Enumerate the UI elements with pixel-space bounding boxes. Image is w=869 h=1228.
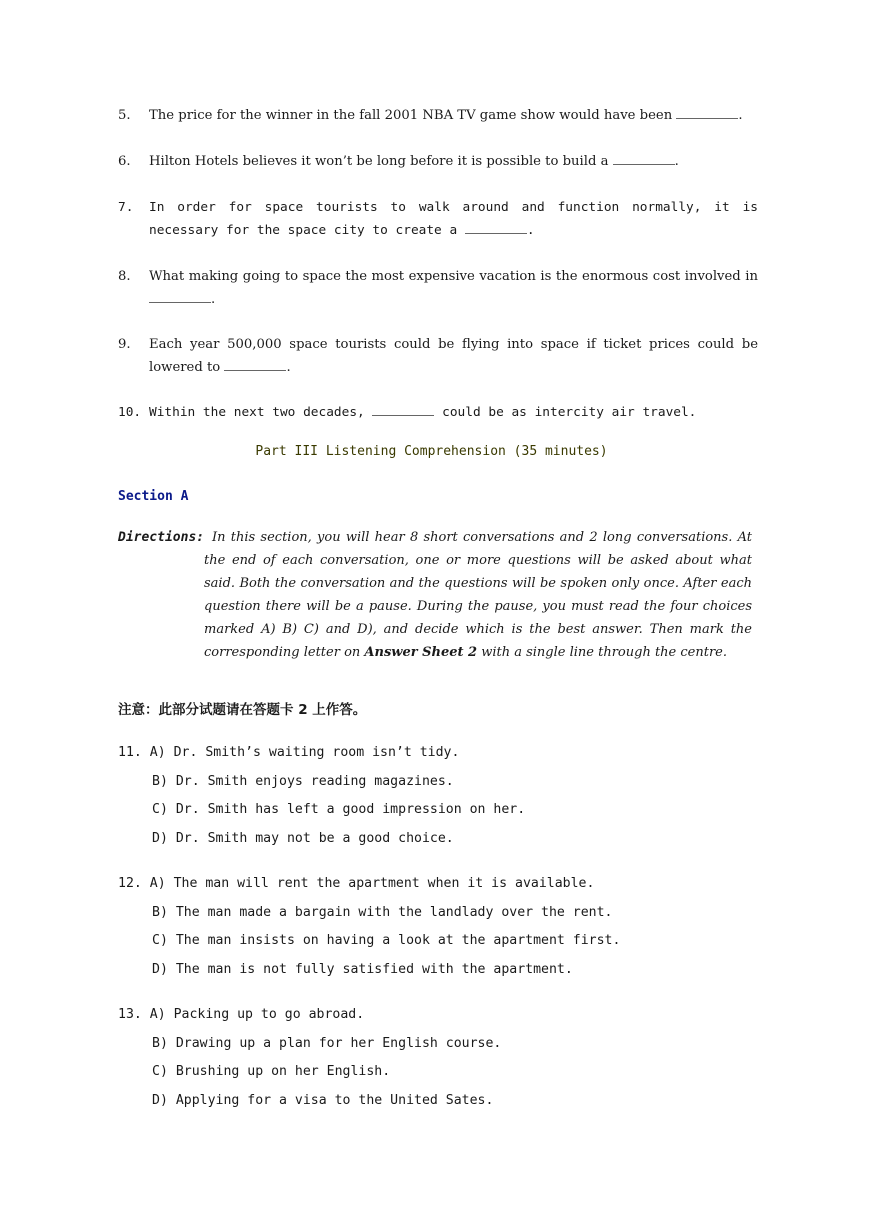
option-row	[118, 1005, 758, 1034]
question-number: 11.	[118, 745, 142, 760]
option-row	[118, 829, 758, 858]
directions-text	[204, 526, 752, 664]
answer-blank	[465, 221, 527, 234]
question-text: What making going to space the most expensive vacation is the enormous cost involved in	[149, 269, 758, 284]
question-number: 12.	[118, 876, 142, 891]
question-text-end: .	[738, 108, 743, 123]
option-b: B) Dr. Smith enjoys reading magazines.	[152, 773, 454, 789]
question-text-end: .	[674, 154, 679, 169]
question-number: 9.	[118, 337, 131, 352]
answer-sheet-reference: Answer Sheet 2	[364, 645, 478, 660]
mc-question-11	[118, 743, 758, 857]
question-text-end: .	[211, 292, 216, 307]
question-number: 6.	[118, 154, 131, 169]
answer-blank	[372, 403, 434, 416]
option-c: C) Dr. Smith has left a good impression on her.	[152, 802, 526, 817]
option-c: C) The man insists on having a look at the apartment first.	[152, 933, 621, 948]
option-b: B) The man made a bargain with the landlady over the rent.	[152, 904, 613, 920]
directions-text-end: with a single line through the centre.	[477, 645, 727, 660]
question-number: 7.	[118, 200, 134, 215]
question-text-end: could be as intercity air travel.	[434, 405, 697, 420]
question-6	[118, 150, 758, 173]
question-text: The price for the winner in the fall 2001 NBA TV game show would have been	[149, 108, 677, 123]
question-text: Within the next two decades,	[149, 405, 373, 420]
section-title: Section A	[118, 489, 189, 504]
directions-label: Directions:	[118, 530, 205, 545]
answer-blank	[676, 106, 738, 119]
directions-block	[118, 526, 752, 664]
question-text: Each year 500,000 space tourists could be flying into space if ticket prices could be lowered to	[149, 337, 758, 375]
option-c: C) Brushing up on her English.	[152, 1064, 391, 1079]
question-text-end: .	[286, 360, 291, 375]
question-9	[118, 333, 758, 379]
option-b: B) Drawing up a plan for her English course.	[152, 1035, 502, 1051]
option-a: A) The man will rent the apartment when it is available.	[149, 876, 595, 891]
option-d: D) Applying for a visa to the United Sates.	[152, 1092, 494, 1108]
question-text: In order for space tourists to walk around and function normally, it is necessary for the space city to create a	[149, 200, 758, 238]
option-row	[118, 931, 758, 960]
question-10	[118, 401, 758, 424]
part-title: Part III Listening Comprehension (35 minutes)	[255, 444, 608, 459]
question-text-end: .	[526, 223, 535, 238]
option-row	[118, 1034, 758, 1063]
answer-blank	[149, 290, 211, 303]
option-row	[118, 874, 758, 903]
option-d: D) Dr. Smith may not be a good choice.	[152, 830, 454, 846]
question-number: 8.	[118, 269, 131, 284]
question-text: Hilton Hotels believes it won’t be long before it is possible to build a	[149, 154, 613, 169]
option-row	[118, 1062, 758, 1091]
question-5	[118, 104, 758, 127]
option-row	[118, 903, 758, 932]
question-number: 10.	[118, 405, 142, 420]
question-8	[118, 265, 758, 311]
note-chinese: 注意：此部分试题请在答题卡 2 上作答。	[118, 702, 367, 718]
mc-question-12	[118, 874, 758, 988]
option-row	[118, 1091, 758, 1120]
question-number: 5.	[118, 108, 131, 123]
option-row	[118, 743, 758, 772]
option-row	[118, 960, 758, 989]
mc-question-13	[118, 1005, 758, 1119]
option-row	[118, 772, 758, 801]
option-d: D) The man is not fully satisfied with the apartment.	[152, 961, 573, 977]
option-a: A) Dr. Smith’s waiting room isn’t tidy.	[149, 745, 460, 760]
answer-blank	[224, 358, 286, 371]
question-7	[118, 196, 758, 242]
option-row	[118, 800, 758, 829]
question-number: 13.	[118, 1007, 142, 1022]
answer-blank	[613, 152, 675, 165]
option-a: A) Packing up to go abroad.	[149, 1007, 365, 1022]
directions-text-part: In this section, you will hear 8 short conversations and 2 long conversations. At the end of each conversation, one or more questions will be asked about what said. Both the conversation and the questions will be spoken only once. After each question there will be a pause. During the pause, you must read the four choices marked A) B) C) and D), and decide which is the best answer. Then mark the corresponding letter on	[204, 530, 752, 660]
